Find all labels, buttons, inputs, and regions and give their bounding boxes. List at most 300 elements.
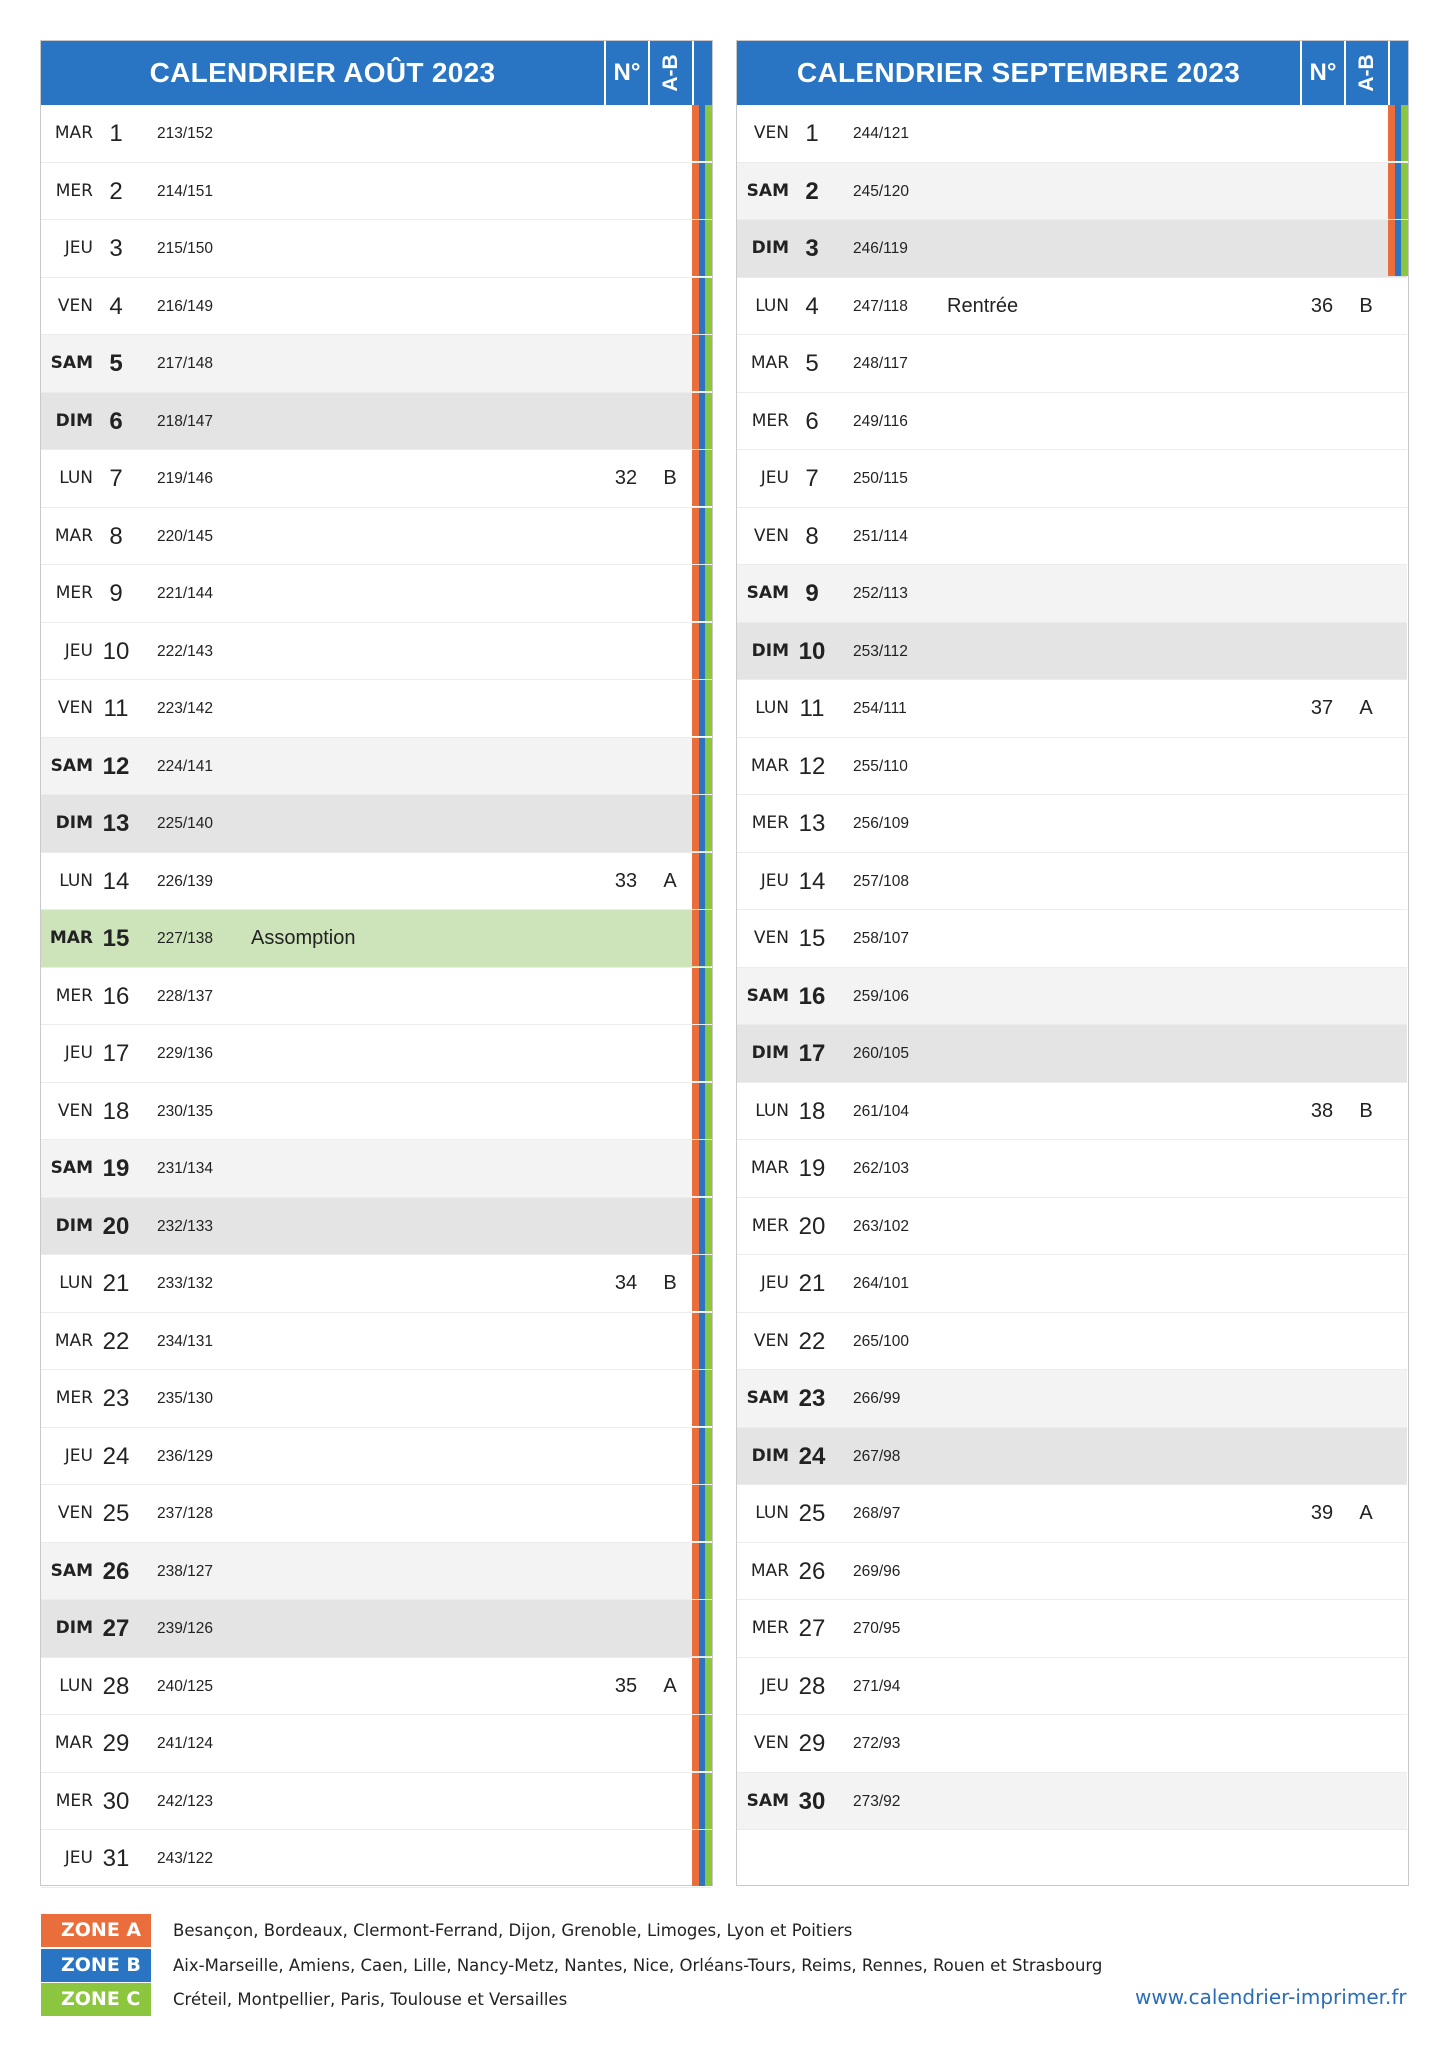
day-number: 2 [805, 177, 819, 205]
day-number: 14 [798, 867, 826, 895]
zone-a-bar [692, 1830, 699, 1886]
day-of-week: DIM [751, 238, 789, 258]
day-of-week: DIM [751, 1043, 789, 1063]
school-holiday-zones [692, 1198, 712, 1254]
zone-b-bar [699, 795, 706, 851]
zone-b-bar [699, 163, 706, 219]
day-number: 24 [798, 1442, 826, 1470]
day-of-week: DIM [55, 1215, 93, 1236]
website-link[interactable]: www.calendrier-imprimer.fr [1135, 1985, 1407, 2009]
day-of-year: 258/107 [853, 930, 910, 947]
day-row [737, 105, 1407, 163]
day-of-week: LUN [755, 295, 789, 316]
day-row [737, 450, 1407, 508]
day-row [41, 278, 711, 336]
zone-a-bar [692, 508, 699, 564]
zone-c-bar [705, 163, 712, 219]
zone-c-bar [705, 565, 712, 621]
zone-a-bar [692, 1658, 699, 1714]
day-number: 28 [102, 1672, 130, 1700]
day-of-week: MAR [750, 755, 789, 776]
event-label: Assomption [251, 927, 356, 949]
day-of-year: 246/119 [853, 240, 908, 257]
day-of-year: 256/109 [853, 815, 910, 832]
day-of-week: MAR [49, 928, 93, 948]
day-of-year: 216/149 [157, 297, 214, 315]
day-row [737, 1428, 1407, 1486]
day-number: 23 [798, 1385, 826, 1412]
week-number-header: N° [1300, 41, 1344, 105]
day-row [41, 1140, 711, 1198]
zone-a-bar [692, 565, 699, 621]
day-number: 26 [102, 1557, 130, 1585]
day-row [41, 1830, 711, 1888]
day-row [41, 1658, 711, 1716]
day-of-year: 228/137 [157, 987, 214, 1005]
zone-c-bar [705, 853, 712, 909]
school-holiday-zones [692, 1830, 712, 1886]
day-row [41, 623, 711, 681]
day-number: 24 [102, 1442, 130, 1470]
school-holiday-zones [692, 1715, 712, 1771]
zone-b-bar [699, 1255, 706, 1311]
day-row [41, 105, 711, 163]
school-holiday-zones [692, 968, 712, 1024]
zone-c-badge: ZONE C [41, 1983, 151, 2016]
day-row [737, 1255, 1407, 1313]
day-row [41, 163, 711, 221]
day-of-week: LUN [59, 1675, 93, 1696]
day-row [41, 1715, 711, 1773]
school-holiday-zones [692, 393, 712, 449]
day-row [737, 278, 1407, 336]
day-of-year: 215/150 [157, 240, 214, 257]
school-holiday-zones [692, 680, 712, 736]
zone-b-bar [699, 1370, 706, 1426]
day-row [737, 1140, 1407, 1198]
day-of-week: MAR [750, 1560, 789, 1581]
day-of-week: DIM [55, 1618, 93, 1638]
day-of-week: MAR [750, 1158, 789, 1178]
day-of-week: LUN [59, 870, 93, 891]
day-number: 13 [798, 810, 826, 837]
zone-c-bar [705, 910, 712, 966]
day-of-year: 224/141 [157, 757, 214, 775]
school-holiday-zones [692, 1370, 712, 1426]
zone-c-bar [705, 1370, 712, 1426]
day-of-year: 238/127 [157, 1562, 214, 1580]
school-holiday-zones [692, 565, 712, 621]
day-row [737, 1543, 1407, 1601]
day-of-year: 241/124 [157, 1735, 214, 1752]
school-holiday-zones [692, 1313, 712, 1369]
day-number: 18 [798, 1097, 826, 1125]
zone-a-bar [692, 393, 699, 449]
school-holiday-zones [692, 623, 712, 679]
day-of-year: 223/142 [157, 700, 214, 717]
day-of-year: 240/125 [157, 1677, 214, 1695]
day-of-year: 267/98 [853, 1447, 901, 1465]
day-of-week: SAM [746, 180, 789, 201]
ab-week-header [1344, 41, 1388, 105]
day-of-year: 269/96 [853, 1562, 901, 1580]
day-of-week: JEU [760, 1675, 789, 1696]
zone-a-bar [692, 335, 699, 391]
day-of-week: LUN [755, 698, 789, 718]
day-of-year: 222/143 [157, 642, 214, 660]
school-holiday-zones [692, 220, 712, 276]
zone-a-bar [692, 1600, 699, 1656]
day-of-week: JEU [760, 870, 789, 891]
zone-a-bar [692, 680, 699, 736]
day-of-year: 257/108 [853, 872, 910, 890]
day-number: 12 [102, 752, 130, 780]
day-row [41, 1370, 711, 1428]
day-of-year: 227/138 [157, 930, 214, 947]
day-row [737, 1198, 1407, 1256]
day-number: 11 [799, 695, 825, 722]
school-holiday-zones [692, 1428, 712, 1484]
day-of-week: MER [55, 1790, 93, 1811]
zone-a-bar [692, 1255, 699, 1311]
zone-b-bar [699, 278, 706, 334]
zone-c-bar [705, 1198, 712, 1254]
day-number: 1 [805, 120, 819, 147]
day-row [41, 1485, 711, 1543]
day-row [41, 450, 711, 508]
day-of-week: LUN [59, 1273, 93, 1293]
day-number: 19 [102, 1155, 130, 1182]
zone-a-bar [692, 623, 699, 679]
day-of-year: 255/110 [853, 757, 908, 775]
day-row [737, 1313, 1407, 1371]
day-number: 9 [805, 580, 819, 607]
day-number: 3 [805, 235, 819, 262]
zone-a-bar [692, 1370, 699, 1426]
day-of-year: 229/136 [157, 1045, 214, 1062]
day-number: 17 [102, 1040, 130, 1067]
day-rows [737, 105, 1407, 1830]
day-row [41, 1600, 711, 1658]
ab-week-header [648, 41, 692, 105]
zone-a-bar [692, 738, 699, 794]
day-of-week: MER [55, 985, 93, 1006]
zone-b-bar [699, 1485, 706, 1541]
school-holiday-zones [692, 278, 712, 334]
day-row [737, 393, 1407, 451]
zone-b-bar [699, 1140, 706, 1196]
zone-a-bar [692, 1485, 699, 1541]
zone-b-bar [699, 1830, 706, 1886]
day-of-year: 273/92 [853, 1792, 901, 1810]
day-number: 4 [109, 292, 123, 320]
day-number: 15 [102, 925, 130, 952]
zone-b-bar [1395, 220, 1402, 276]
school-holiday-zones [692, 910, 712, 966]
week-number: 38 [1310, 1099, 1334, 1122]
zone-c-bar [1401, 163, 1408, 219]
zone-a-bar [1388, 105, 1395, 161]
day-of-year: 252/113 [853, 585, 908, 602]
day-of-year: 214/151 [157, 182, 214, 200]
day-row [737, 1370, 1407, 1428]
day-of-week: SAM [50, 1560, 93, 1581]
day-of-year: 264/101 [853, 1275, 910, 1292]
zone-b-bar [699, 1428, 706, 1484]
day-number: 13 [102, 810, 130, 837]
ab-week: B [663, 467, 677, 489]
day-row [737, 1658, 1407, 1716]
day-of-week: DIM [751, 1445, 789, 1466]
zone-b-badge: ZONE B [41, 1949, 151, 1982]
day-number: 5 [805, 350, 819, 377]
day-of-week: JEU [64, 640, 93, 661]
day-number: 22 [798, 1327, 826, 1355]
zone-c-bar [705, 1830, 712, 1886]
school-holiday-zones [692, 738, 712, 794]
day-number: 8 [805, 522, 819, 550]
day-of-week: MER [751, 410, 789, 431]
zone-c-bar [705, 1600, 712, 1656]
day-of-year: 236/129 [157, 1447, 214, 1465]
day-row [737, 1025, 1407, 1083]
school-holiday-zones [692, 1485, 712, 1541]
day-number: 27 [798, 1615, 826, 1642]
day-number: 22 [102, 1327, 130, 1355]
day-number: 23 [102, 1385, 130, 1412]
day-of-week: VEN [57, 295, 93, 316]
calendar-august [40, 40, 713, 1886]
day-of-week: MER [751, 1618, 789, 1638]
zone-b-cities: Aix-Marseille, Amiens, Caen, Lille, Nancy-Metz, Nantes, Nice, Orléans-Tours, Reims, Rennes, Rouen et Strasbourg [173, 1956, 1103, 1975]
zone-c-bar [705, 1658, 712, 1714]
day-number: 2 [109, 177, 123, 205]
day-number: 9 [109, 580, 123, 607]
week-number: 36 [1310, 294, 1334, 317]
day-of-week: MER [55, 1388, 93, 1408]
day-row [737, 565, 1407, 623]
zone-a-bar [692, 910, 699, 966]
school-holiday-zones [692, 853, 712, 909]
zone-c-bar [705, 508, 712, 564]
ab-week-header-label: A-B [659, 54, 682, 92]
day-of-year: 221/144 [157, 585, 214, 602]
zone-c-bar [705, 335, 712, 391]
school-holiday-zones [692, 1658, 712, 1714]
calendar-header [41, 41, 712, 105]
day-of-week: JEU [64, 1043, 93, 1063]
zone-b-bar [1395, 163, 1402, 219]
day-of-year: 254/111 [853, 700, 907, 717]
day-of-week: DIM [55, 813, 93, 833]
zone-a-bar [692, 1313, 699, 1369]
week-number: 37 [1310, 697, 1334, 719]
zone-a-bar [692, 1428, 699, 1484]
day-of-year: 251/114 [853, 527, 908, 545]
zone-c-bar [705, 1313, 712, 1369]
zone-b-bar [699, 1313, 706, 1369]
day-of-year: 247/118 [853, 297, 908, 315]
zone-b-bar [1395, 105, 1402, 161]
day-number: 1 [109, 120, 123, 147]
day-number: 17 [798, 1040, 826, 1067]
day-rows [41, 105, 711, 1888]
zone-b-bar [699, 1543, 706, 1599]
zone-c-bar [705, 1543, 712, 1599]
day-number: 30 [798, 1787, 826, 1815]
day-number: 18 [102, 1097, 130, 1125]
calendar-title: CALENDRIER SEPTEMBRE 2023 [796, 57, 1241, 88]
day-of-year: 266/99 [853, 1390, 901, 1407]
zone-c-bar [705, 278, 712, 334]
zone-b-bar [699, 1198, 706, 1254]
zone-b-bar [699, 335, 706, 391]
day-of-week: DIM [751, 640, 789, 661]
school-holiday-zones [692, 1543, 712, 1599]
day-row [737, 795, 1407, 853]
zone-b-bar [699, 1600, 706, 1656]
day-of-year: 253/112 [853, 642, 908, 660]
ab-week: B [663, 1272, 677, 1294]
day-number: 12 [798, 752, 826, 780]
day-number: 29 [798, 1730, 826, 1757]
day-row [41, 1313, 711, 1371]
zone-b-bar [699, 910, 706, 966]
ab-week: B [1359, 1099, 1373, 1122]
zone-a-bar [692, 278, 699, 334]
day-of-week: LUN [59, 468, 93, 488]
zone-a-bar [692, 1025, 699, 1081]
day-row [41, 508, 711, 566]
day-row [41, 680, 711, 738]
day-of-week: MAR [54, 1330, 93, 1351]
ab-week: B [1359, 294, 1373, 317]
day-row [737, 1715, 1407, 1773]
school-holiday-zones [692, 1140, 712, 1196]
day-of-week: MAR [54, 1733, 93, 1753]
school-holiday-zones [692, 1025, 712, 1081]
day-of-week: MER [55, 180, 93, 201]
day-number: 14 [102, 867, 130, 895]
school-holiday-zones [692, 1600, 712, 1656]
day-number: 26 [798, 1557, 826, 1585]
school-holiday-zones [1388, 220, 1408, 276]
day-number: 10 [798, 637, 826, 665]
zone-c-bar [705, 1255, 712, 1311]
zone-c-bar [705, 1025, 712, 1081]
day-number: 27 [102, 1615, 130, 1642]
day-row [41, 565, 711, 623]
day-row [41, 853, 711, 911]
day-row [737, 1083, 1407, 1141]
zone-a-bar [692, 1198, 699, 1254]
day-number: 6 [805, 407, 819, 435]
day-of-week: JEU [64, 1445, 93, 1466]
day-row [737, 335, 1407, 393]
day-of-week: LUN [755, 1503, 789, 1523]
day-of-year: 250/115 [853, 470, 908, 487]
day-number: 6 [109, 407, 123, 435]
day-of-week: VEN [753, 123, 789, 143]
day-of-week: SAM [50, 1158, 93, 1178]
day-row [41, 1428, 711, 1486]
day-of-year: 232/133 [157, 1217, 214, 1235]
day-of-week: MAR [54, 525, 93, 546]
zone-a-bar [692, 1083, 699, 1139]
ab-week: A [1359, 697, 1373, 719]
ab-week: A [663, 869, 677, 892]
zone-header [692, 41, 712, 105]
day-of-week: JEU [64, 238, 93, 258]
day-of-week: MER [55, 583, 93, 603]
day-row [737, 508, 1407, 566]
day-of-year: 230/135 [157, 1102, 214, 1120]
day-of-week: VEN [57, 698, 93, 718]
day-of-week: JEU [760, 1273, 789, 1293]
zone-a-bar [1388, 163, 1395, 219]
school-holiday-zones [1388, 105, 1408, 161]
day-row [737, 1485, 1407, 1543]
zone-c-bar [705, 795, 712, 851]
day-of-year: 272/93 [853, 1735, 901, 1752]
zone-a-bar [692, 1773, 699, 1829]
day-of-year: 245/120 [853, 182, 910, 200]
zone-b-bar [699, 968, 706, 1024]
zone-c-bar [705, 450, 712, 506]
day-number: 11 [103, 695, 129, 722]
event-label: Rentrée [947, 294, 1019, 317]
calendar-header [737, 41, 1408, 105]
day-of-year: 259/106 [853, 987, 910, 1005]
day-of-week: VEN [57, 1503, 93, 1523]
day-row [41, 1025, 711, 1083]
zone-c-bar [705, 1715, 712, 1771]
day-of-week: MAR [750, 353, 789, 373]
day-row [737, 220, 1407, 278]
day-of-year: 263/102 [853, 1217, 910, 1235]
day-number: 21 [798, 1270, 826, 1297]
zone-c-bar [705, 105, 712, 161]
day-row [737, 738, 1407, 796]
day-of-year: 271/94 [853, 1677, 901, 1695]
zone-b-bar [699, 680, 706, 736]
school-holiday-zones [692, 163, 712, 219]
day-of-year: 265/100 [853, 1332, 910, 1350]
day-number: 16 [102, 982, 130, 1010]
zone-b-bar [699, 508, 706, 564]
day-of-week: VEN [753, 1733, 789, 1753]
day-of-year: 233/132 [157, 1275, 214, 1292]
zone-b-bar [699, 450, 706, 506]
week-number: 32 [614, 467, 638, 489]
zone-c-bar [705, 1140, 712, 1196]
day-of-week: LUN [755, 1100, 789, 1121]
zone-b-bar [699, 1025, 706, 1081]
day-row [737, 968, 1407, 1026]
day-row [737, 853, 1407, 911]
day-row [41, 738, 711, 796]
day-row [737, 1773, 1407, 1831]
week-number-header: N° [604, 41, 648, 105]
day-number: 25 [798, 1500, 826, 1527]
zone-a-bar [692, 220, 699, 276]
school-holiday-zones [1388, 163, 1408, 219]
day-of-week: SAM [50, 353, 93, 373]
day-of-year: 261/104 [853, 1102, 910, 1120]
day-row [41, 968, 711, 1026]
week-number: 33 [614, 869, 638, 892]
day-row [41, 795, 711, 853]
